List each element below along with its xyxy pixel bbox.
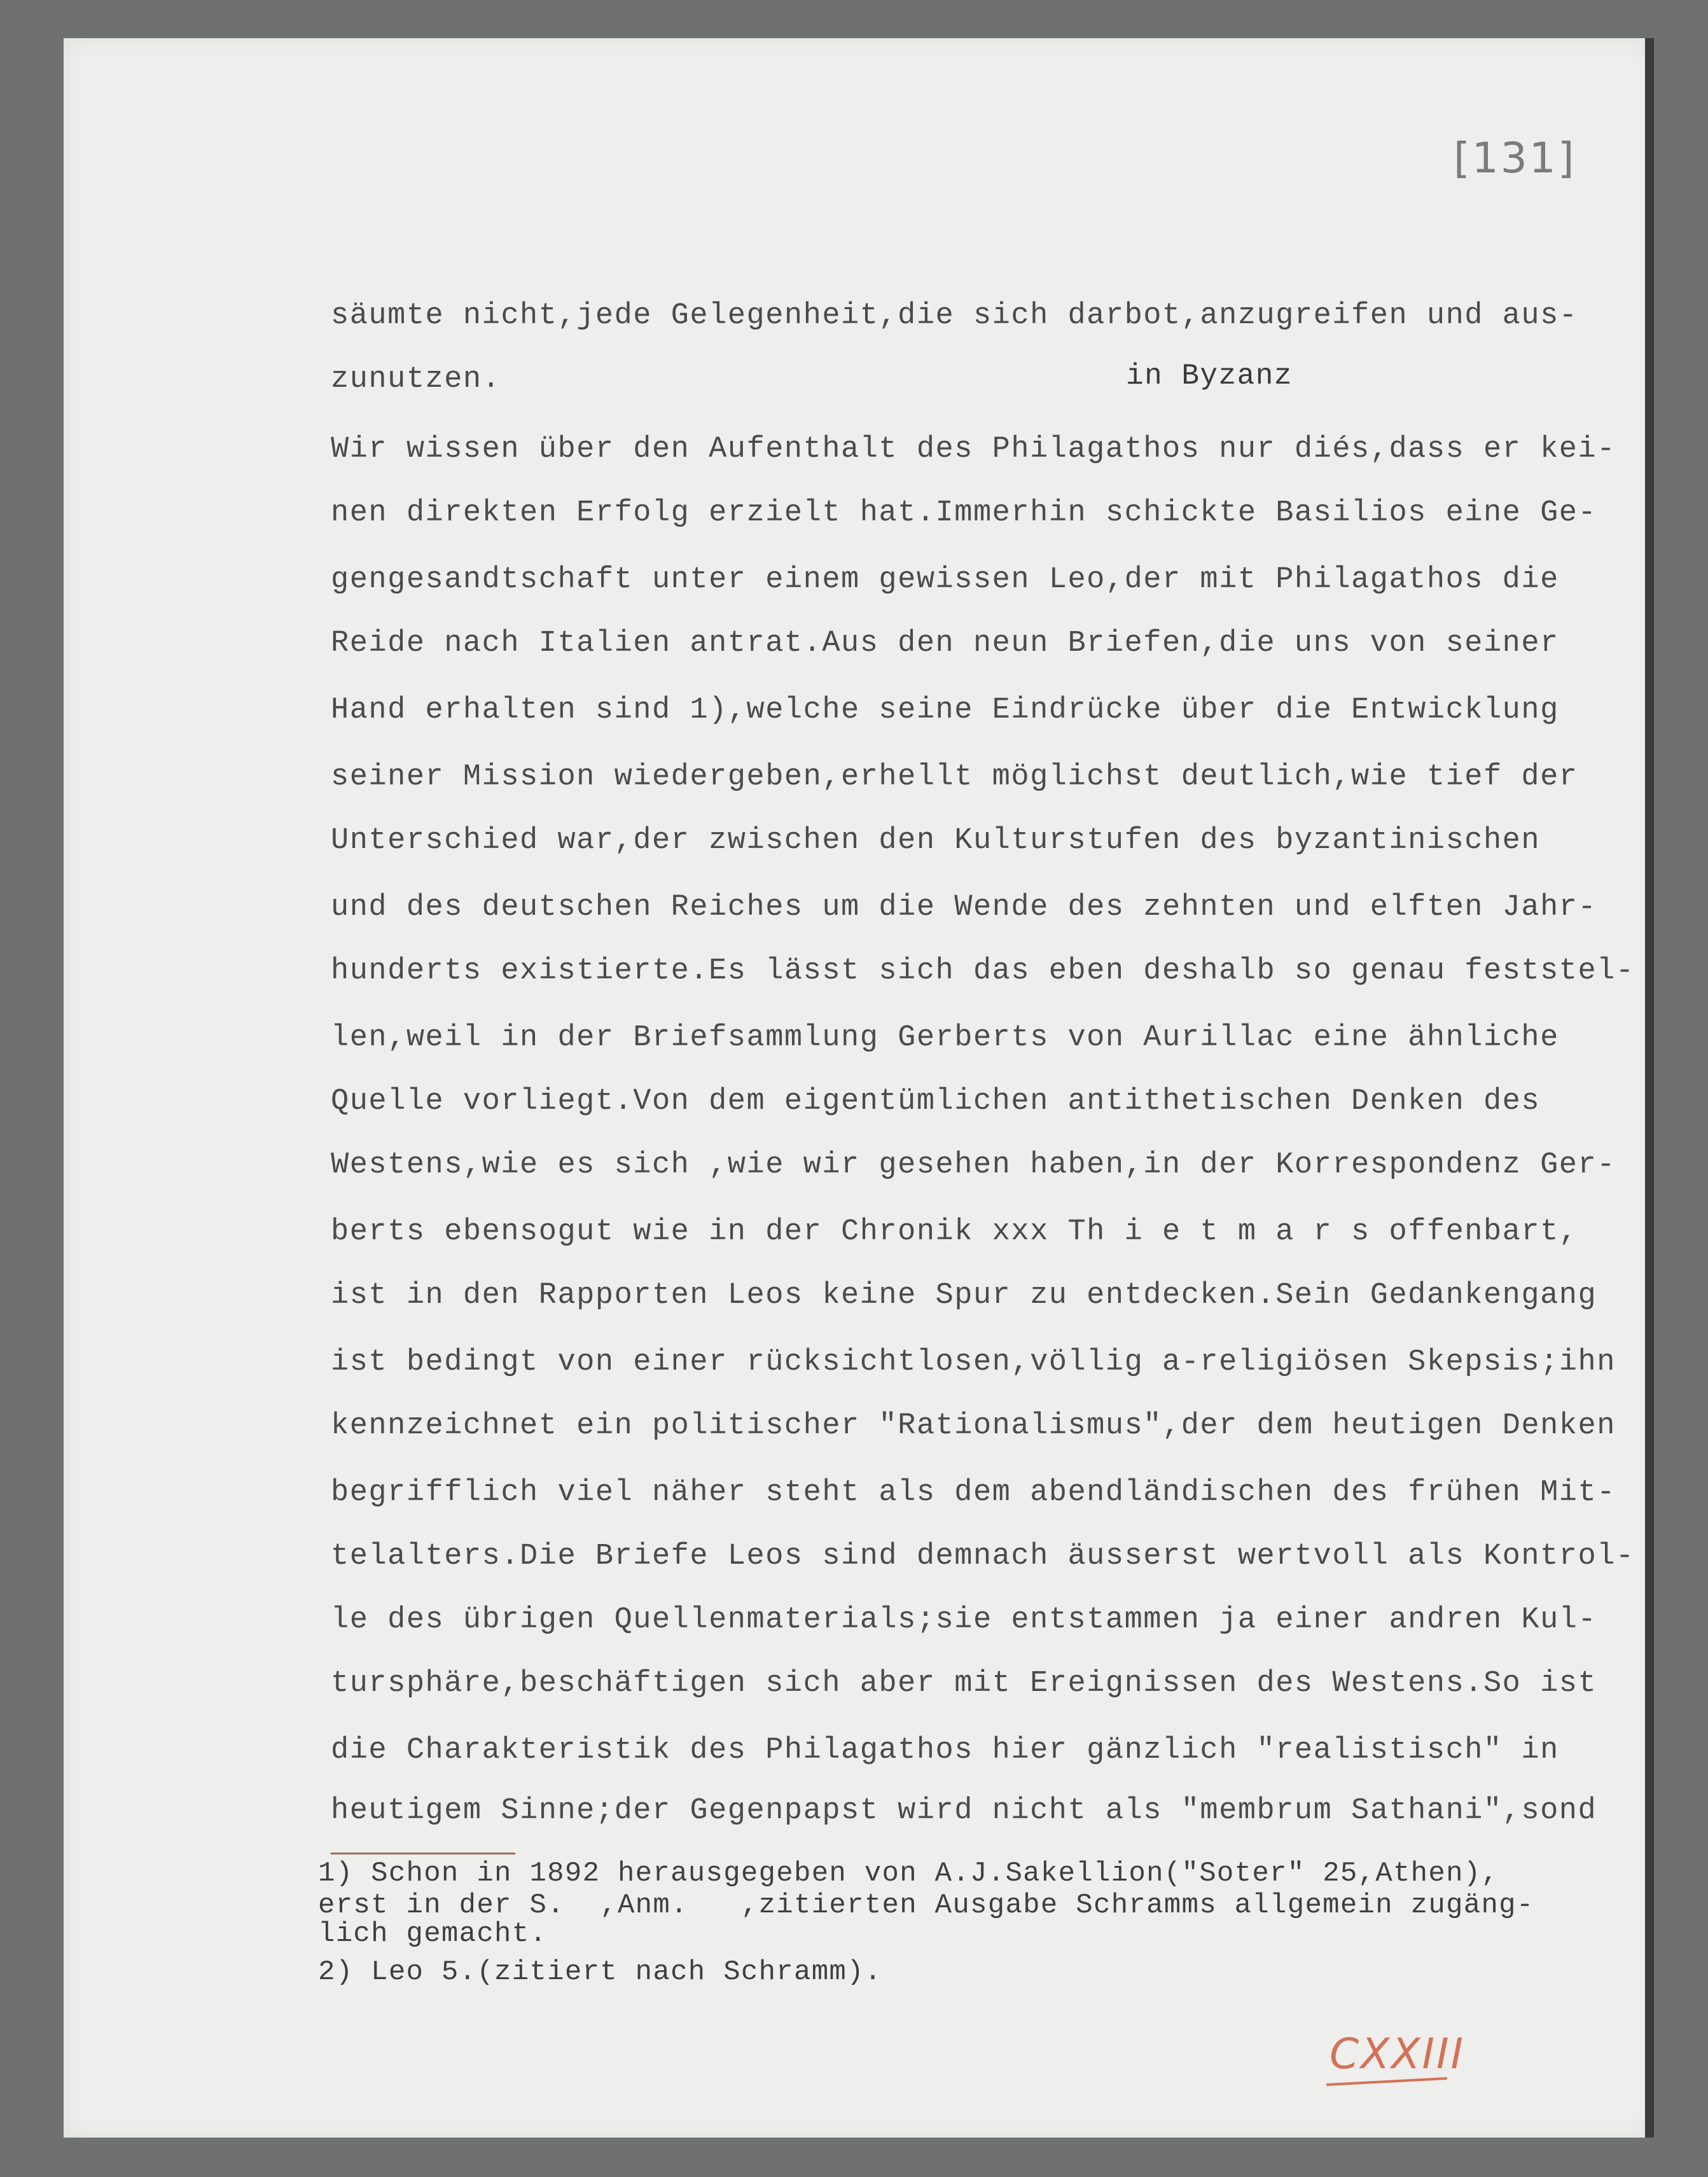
typescript-page (64, 38, 1654, 2138)
page-number: [131] (1454, 134, 1576, 183)
text-line: ist bedingt von einer rücksichtlosen,völlig a-religiösen Skepsis;ihn (331, 1346, 1616, 1379)
text-line: und des deutschen Reiches um die Wende des zehnten und elften Jahr- (331, 891, 1597, 924)
text-line: gengesandtschaft unter einem gewissen Leo,der mit Philagathos die (331, 563, 1559, 597)
text-line: Westens,wie es sich ,wie wir gesehen haben,in der Korrespondenz Ger- (331, 1148, 1616, 1182)
text-line: hunderts existierte.Es lässt sich das eben deshalb so genau feststel- (331, 954, 1635, 988)
footnote-rule (331, 1853, 515, 1854)
text-line: le des übrigen Quellenmaterials;sie entstammen ja einer andren Kul- (331, 1603, 1597, 1637)
footnote-line: 1) Schon in 1892 herausgegeben von A.J.Sakellion("Soter" 25,Athen), (318, 1858, 1499, 1889)
footnote-line: 2) Leo 5.(zitiert nach Schramm). (318, 1956, 882, 1988)
text-line: die Charakteristik des Philagathos hier gänzlich "realistisch" in (331, 1734, 1559, 1767)
archive-number: CXXIII (1330, 2029, 1465, 2078)
footnote-line: lich gemacht. (318, 1918, 548, 1950)
text-line: Quelle vorliegt.Von dem eigentümlichen antithetischen Denken des (331, 1085, 1541, 1118)
text-line: nen direkten Erfolg erzielt hat.Immerhin schickte Basilios eine Ge- (331, 496, 1597, 530)
text-line: ist in den Rapporten Leos keine Spur zu entdecken.Sein Gedankengang (331, 1279, 1597, 1312)
text-line: Wir wissen über den Aufenthalt des Philagathos nur diés,dass er kei- (331, 433, 1616, 466)
archive-number-underline (1326, 2077, 1447, 2086)
text-line: seiner Mission wiedergeben,erhellt möglichst deutlich,wie tief der (331, 760, 1578, 794)
page-edge (1645, 38, 1654, 2138)
text-line: begrifflich viel näher steht als dem abendländischen des frühen Mit- (331, 1476, 1616, 1510)
text-line: tursphäre,beschäftigen sich aber mit Ereignissen des Westens.So ist (331, 1667, 1597, 1701)
text-line: berts ebensogut wie in der Chronik xxx Th i e t m a r s offenbart, (331, 1215, 1578, 1249)
text-line: Unterschied war,der zwischen den Kulturstufen des byzantinischen (331, 824, 1541, 858)
text-line: telalters.Die Briefe Leos sind demnach äusserst wertvoll als Kontrol- (331, 1540, 1635, 1573)
footnote-line: erst in der S. ,Anm. ,zitierten Ausgabe Schramms allgemein zugäng- (318, 1889, 1534, 1921)
handwritten-insertion: in Byzanz (1126, 359, 1293, 393)
text-line: kennzeichnet ein politischer "Rationalismus",der dem heutigen Denken (331, 1409, 1616, 1443)
text-line: zunutzen. (331, 363, 501, 396)
text-line: Hand erhalten sind 1),welche seine Eindrücke über die Entwicklung (331, 693, 1559, 727)
text-line: Reide nach Italien antrat.Aus den neun Briefen,die uns von seiner (331, 627, 1559, 660)
text-line: säumte nicht,jede Gelegenheit,die sich darbot,anzugreifen und aus- (331, 299, 1578, 333)
text-line: heutigem Sinne;der Gegenpapst wird nicht als "membrum Sathani",sond (331, 1794, 1597, 1828)
text-line: len,weil in der Briefsammlung Gerberts von Aurillac eine ähnliche (331, 1021, 1559, 1055)
